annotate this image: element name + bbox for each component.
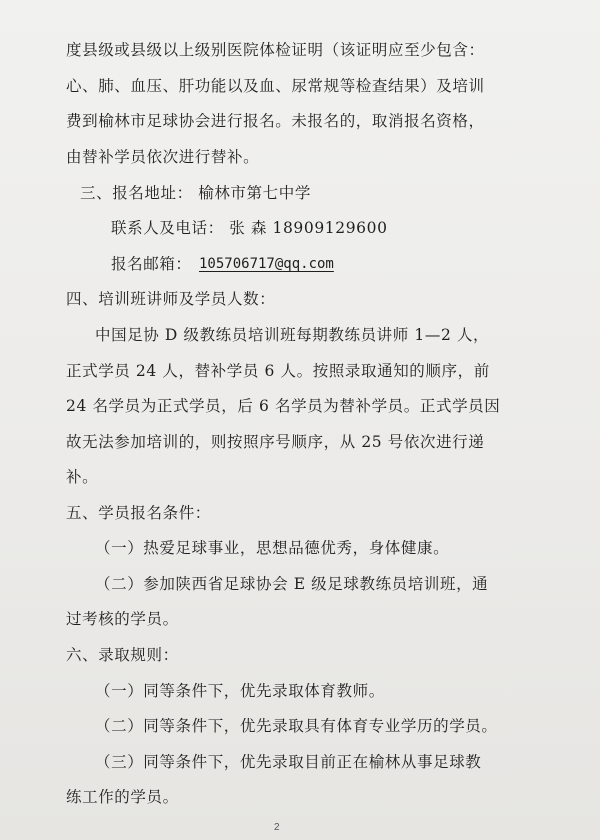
paragraph-line: 由替补学员依次进行替补。 [66,148,260,166]
page-number: 2 [274,822,280,833]
section-heading: 五、学员报名条件： [66,504,211,522]
paragraph-line: 故无法参加培训的，则按照序号顺序，从 25 号依次进行递 [66,433,485,451]
paragraph-line: 度县级或县级以上级别医院体检证明（该证明应至少包含： [66,41,485,59]
paragraph-line: （二）参加陕西省足球协会 E 级足球教练员培训班，通 [95,575,489,593]
paragraph-line: 过考核的学员。 [66,610,179,628]
paragraph-line: （一）热爱足球事业，思想品德优秀，身体健康。 [95,539,450,557]
section-heading: 六、录取规则： [66,646,179,664]
section-heading: 三、报名地址： 榆林市第七中学 [80,184,311,202]
paragraph-line: （三）同等条件下，优先录取目前正在榆林从事足球教 [95,753,482,771]
paragraph-line: 24 名学员为正式学员，后 6 名学员为替补学员。正式学员因 [66,397,501,415]
paragraph-line: 正式学员 24 人，替补学员 6 人。按照录取通知的顺序，前 [66,362,490,380]
paragraph-line: 中国足协 D 级教练员培训班每期教练员讲师 1—2 人， [95,326,490,344]
contact-line: 联系人及电话： 张 森 18909129600 [111,219,388,237]
section-heading: 四、培训班讲师及学员人数： [66,290,276,308]
email-link[interactable]: 105706717@qq.com [199,256,334,272]
paragraph-line: （二）同等条件下，优先录取具有体育专业学历的学员。 [95,717,498,735]
paragraph-line: （一）同等条件下，优先录取体育教师。 [95,682,385,700]
paragraph-line: 费到榆林市足球协会进行报名。未报名的，取消报名资格， [66,112,485,130]
paragraph-line: 补。 [66,468,99,486]
paragraph-line: 心、肺、血压、肝功能以及血、尿常规等检查结果）及培训 [66,77,485,95]
email-label: 报名邮箱： [111,255,192,273]
paragraph-line: 练工作的学员。 [66,788,179,806]
